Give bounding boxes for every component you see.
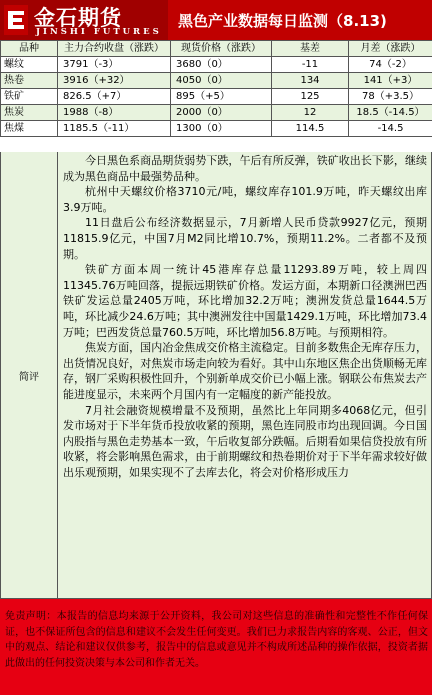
column-header-main-contract: 主力合约收盘（涨跌） xyxy=(58,41,171,57)
spot-price-cell: 895（+5） xyxy=(171,89,272,105)
column-header-basis: 基差 xyxy=(272,41,349,57)
commentary-label: 简评 xyxy=(1,152,58,599)
logo-mark-icon xyxy=(4,5,28,35)
commentary-paragraph: 杭州中天螺纹价格3710元/吨，螺纹库存101.9万吨，昨天螺纹出库3.9万吨。 xyxy=(63,185,427,214)
month-spread-cell: 18.5（-14.5） xyxy=(349,105,432,121)
commentary-paragraph: 铁矿方面本周一统计45港库存总量11293.89万吨，较上周四11345.76万吨回落，提振远期铁矿价格。发运方面，本期新口径澳洲巴西铁矿发运总量2405万吨，环比增加32.2万吨；澳洲发货总量1644.5万吨，环比减少24.6万吨；其中澳洲发往中国量1429.1万吨，环比增加73.4万吨；巴西发货总量760.5万吨，环比增加56.8万吨。与预期相符。 xyxy=(63,263,427,339)
basis-cell: 125 xyxy=(272,89,349,105)
main-contract-cell: 1988（-8） xyxy=(58,105,171,121)
table-header-row xyxy=(1,41,432,57)
variety-cell: 焦炭 xyxy=(1,105,58,121)
commentary-paragraph: 7月社会融资规模增量不及预期，虽然比上年同期多4068亿元，但引发市场对于下半年货币投放收紧的预期，黑色连同股市均出现回调。今日国内股指与黑色走势基本一致，午后收复部分跌幅。后期看如果信贷投放有所收紧，将会影响黑色需求，由于前期螺纹和热卷期价对于下半年需求较好做出乐观预期，如果实现不了去库去化，将会对价格形成压力 xyxy=(63,403,427,479)
commentary-paragraph: 焦炭方面，国内冶金焦成交价格主流稳定。目前多数焦企无库存压力，出货情况良好，对焦炭市场走向较为看好。其中山东地区焦企出货顺畅无库存，钢厂采购积极性回升，个别新单成交价已小幅上涨。钢联公布焦炭去产能进度显示，未来两个月国内有一定幅度的新产能投放。 xyxy=(63,341,427,401)
logo-chinese-name: 金石期货 xyxy=(34,6,122,30)
commentary-section xyxy=(0,152,432,599)
table-row xyxy=(1,121,432,137)
variety-cell: 焦煤 xyxy=(1,121,58,137)
report-title: 黑色产业数据每日监测（8.13) xyxy=(178,12,387,30)
logo-english-name: JINSHI FUTURES xyxy=(36,27,162,37)
month-spread-cell: -14.5 xyxy=(349,121,432,137)
column-header-variety: 品种 xyxy=(1,41,58,57)
spot-price-cell: 3680（0） xyxy=(171,57,272,73)
month-spread-cell: 74（-2） xyxy=(349,57,432,73)
basis-cell: -11 xyxy=(272,57,349,73)
commentary-paragraph: 11日盘后公布经济数据显示，7月新增人民币贷款9927亿元，预期11815.9亿元，中国7月M2同比增10.7%，预期11.2%。二者都不及预期。 xyxy=(63,216,427,261)
spot-price-cell: 1300（0） xyxy=(171,121,272,137)
table-row xyxy=(1,89,432,105)
company-logo xyxy=(0,0,168,40)
month-spread-cell: 78（+3.5） xyxy=(349,89,432,105)
commentary-text xyxy=(59,152,432,599)
variety-cell: 铁矿 xyxy=(1,89,58,105)
basis-cell: 114.5 xyxy=(272,121,349,137)
main-contract-cell: 3791（-3） xyxy=(58,57,171,73)
market-data-table xyxy=(0,40,432,137)
basis-cell: 134 xyxy=(272,73,349,89)
table-row xyxy=(1,105,432,121)
table-row xyxy=(1,73,432,89)
table-row xyxy=(1,57,432,73)
column-header-spot-price: 现货价格（涨跌） xyxy=(171,41,272,57)
report-header xyxy=(0,0,432,40)
spot-price-cell: 4050（0） xyxy=(171,73,272,89)
column-header-month-spread: 月差（涨跌） xyxy=(349,41,432,57)
variety-cell: 热卷 xyxy=(1,73,58,89)
disclaimer: 免责声明：本报告的信息均来源于公开资料，我公司对这些信息的准确性和完整性不作任何保证，也不保证所包含的信息和建议不会发生任何变更。我们已力求报告内容的客观、公正，但文中的观点、结论和建议仅供参考，报告中的信息或意见并不构成所述品种的操作依据，投资者据此做出的任何投资决策与本公司和作者无关。 xyxy=(0,599,432,695)
commentary-paragraph: 今日黑色系商品期货弱势下跌，午后有所反弹，铁矿收出长下影，继续成为黑色商品中最强势品种。 xyxy=(63,154,427,183)
variety-cell: 螺纹 xyxy=(1,57,58,73)
spot-price-cell: 2000（0） xyxy=(171,105,272,121)
main-contract-cell: 3916（+32） xyxy=(58,73,171,89)
month-spread-cell: 141（+3） xyxy=(349,73,432,89)
main-contract-cell: 1185.5（-11） xyxy=(58,121,171,137)
main-contract-cell: 826.5（+7） xyxy=(58,89,171,105)
basis-cell: 12 xyxy=(272,105,349,121)
